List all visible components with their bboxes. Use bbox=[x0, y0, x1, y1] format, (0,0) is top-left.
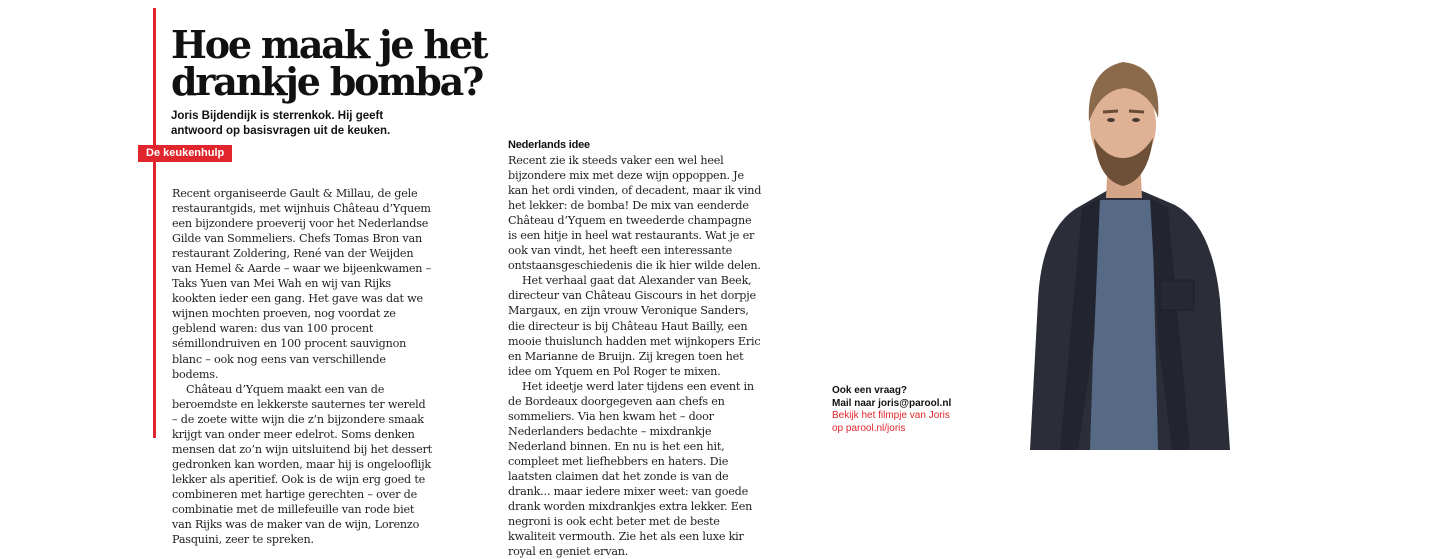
intro-text: Joris Bijdendijk is sterrenkok. Hij geeft antwoord op basisvragen uit de keuken. bbox=[171, 110, 391, 137]
contact-box bbox=[832, 385, 992, 435]
section-tag: De keukenhulp bbox=[138, 145, 232, 162]
paragraph: Recent zie ik steeds vaker een wel heel bijzondere mix met deze wijn oppoppen. Je kan het ordi vinden, of decadent, maar ik vind het lekker: de bomba! De mix van eenderde Château d’Yquem en tweederde champagne is een hitje in heel wat restaurants. Wat je er ook van vindt, het heeft een interessante ontstaansgeschiedenis die ik hier wilde delen. bbox=[508, 154, 762, 273]
article-column-1 bbox=[172, 186, 434, 547]
paragraph: Recent organiseerde Gault & Millau, de gele restaurantgids, met wijnhuis Château d’Yquem een bijzondere proeverij voor het Nederlandse Gilde van Sommeliers. Chefs Tomas Bron van restaurant Zoldering, René van der Weijden van Hemel & Aarde – waar we bijeenkwamen – Taks Yuen van Mei Wah en wij van Rijks kookten ieder een gang. Het gave was dat we wijnen mochten proeven, nog voordat ze geblend waren: dus van 100 procent sémillondruiven en 100 procent sauvignon blanc – ook nog eens van verschillende bodems. bbox=[172, 187, 432, 381]
headline-line-1: Hoe maak je het bbox=[171, 22, 487, 67]
paragraph: Het ideetje werd later tijdens een event in de Bordeaux doorgegeven aan chefs en sommeliers. Via hen kwam het – door Nederlanders bedachte – mixdrankje Nederland binnen. En nu is het een hit, compleet met liefhebbers en haters. Die laatsten claimen dat het zonde is van de drank... maar iedere mixer weet: van goede drank worden mixdrankjes extra lekker. Een negroni is ook echt beter met de beste kwaliteit vermouth. Zie het als een luxe kir royal en geniet ervan. bbox=[508, 379, 754, 559]
headline bbox=[171, 22, 491, 104]
accent-rule bbox=[153, 8, 156, 438]
article-column-2 bbox=[508, 138, 762, 559]
video-link-line-2[interactable]: op parool.nl/joris bbox=[832, 422, 906, 434]
subheading: Nederlands idee bbox=[508, 139, 590, 151]
chef-portrait-photo bbox=[990, 40, 1250, 450]
headline-line-2: drankje bomba? bbox=[171, 59, 483, 104]
contact-mail[interactable]: Mail naar joris@parool.nl bbox=[832, 397, 952, 409]
paragraph: Het verhaal gaat dat Alexander van Beek, directeur van Château Giscours in het dorpje Margaux, en zijn vrouw Veronique Sanders, die directeur is bij Château Haut Bailly, een mooie thuislunch hadden met wijnkopers Eric en Marianne de Bruijn. Zij kregen toen het idee om Yquem en Pol Roger te mixen. bbox=[508, 274, 761, 378]
video-link-line-1[interactable]: Bekijk het filmpje van Joris bbox=[832, 410, 950, 421]
contact-question: Ook een vraag? bbox=[832, 385, 908, 396]
paragraph: Château d’Yquem maakt een van de beroemdste en lekkerste sauternes ter wereld – de zoete witte wijn die z’n bijzondere smaak krijgt van onder meer edelrot. Soms denken mensen dat zo’n wijn uitsluitend bij het dessert gedronken kan worden, maar hij is ongelooflijk lekker als aperitief. Ook is de wijn erg goed te combineren met hartige gerechten – over de combinatie met de millefeuille van rode biet van Rijks was de maker van de wijn, Lorenzo Pasquini, zeer te spreken. bbox=[172, 382, 432, 547]
